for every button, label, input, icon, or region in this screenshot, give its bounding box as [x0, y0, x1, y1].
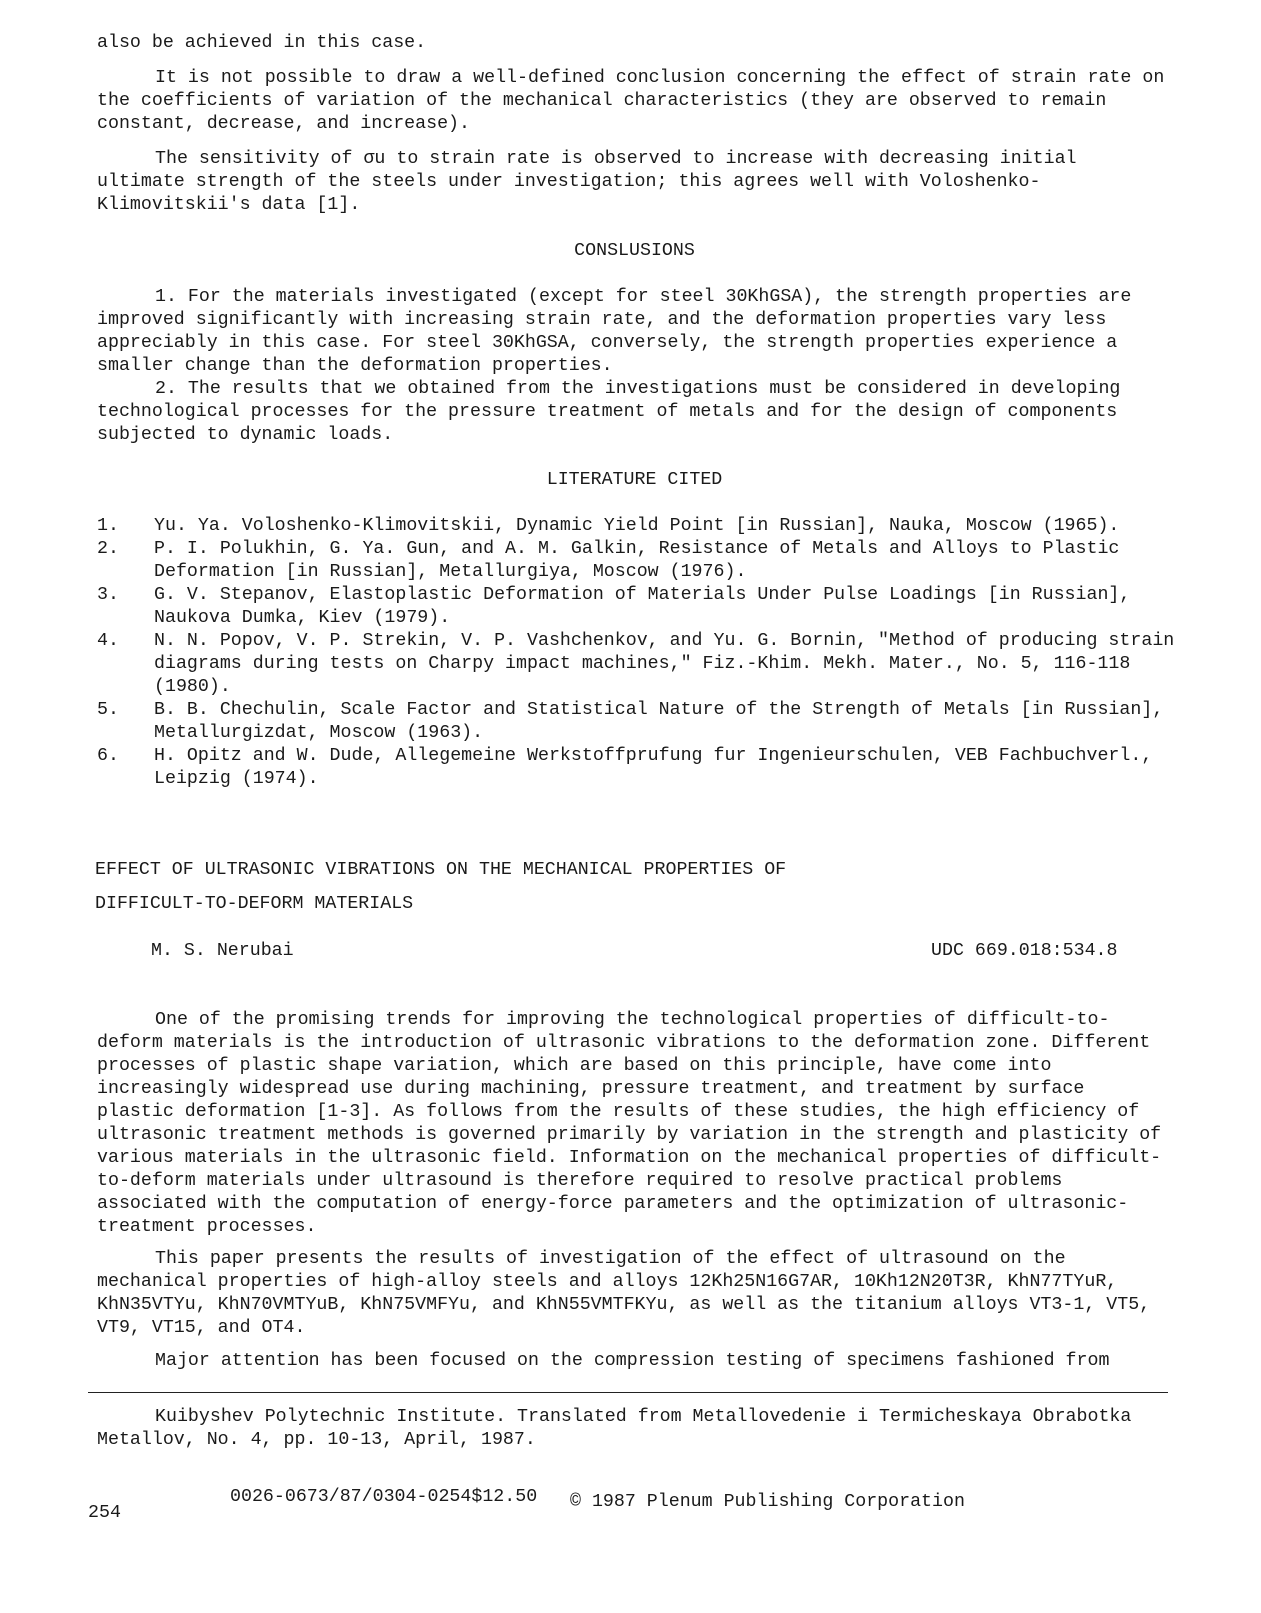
article-paragraph-2: This paper presents the results of investigation of the effect of ultrasound on the mechanical properties of high-alloy steels and alloys 12Kh25N16G7AR, 10Kh12N20T3R, KhN77TYuR, KhN35VTYu, KhN70VMTYuB, KhN75VMFYu, and KhN55VMTFKYu, as well as the titanium alloys VT3-1, VT5, VT9, VT15, and OT4.: [97, 1249, 1151, 1338]
article-title-line-1: EFFECT OF ULTRASONIC VIBRATIONS ON THE MECHANICAL PROPERTIES OF: [95, 860, 787, 880]
literature-heading: LITERATURE CITED: [546, 470, 723, 490]
reference-number: 1.: [97, 516, 119, 536]
reference-text: Yu. Ya. Voloshenko-Klimovitskii, Dynamic Yield Point [in Russian], Nauka, Moscow (1965).: [154, 516, 1120, 536]
reference-item: [97, 745, 1177, 791]
reference-item: [97, 515, 1177, 538]
conclusions-heading: CONSLUSIONS: [574, 241, 695, 261]
reference-number: 4.: [97, 631, 119, 651]
reference-item: [97, 538, 1177, 584]
paragraph-strain-rate: It is not possible to draw a well-defined conclusion concerning the effect of strain rate on the coefficients of variation of the mechanical characteristics (they are observed to remain constant, decrease, and increase).: [97, 68, 1165, 134]
reference-item: [97, 630, 1177, 699]
reference-number: 3.: [97, 585, 119, 605]
reference-text: H. Opitz and W. Dude, Allegemeine Werkstoffprufung fur Ingenieurschulen, VEB Fachbuchverl., Leipzig (1974).: [154, 746, 1153, 789]
article-title-line-2: DIFFICULT-TO-DEFORM MATERIALS: [95, 894, 414, 914]
reference-number: 5.: [97, 700, 119, 720]
reference-text: G. V. Stepanov, Elastoplastic Deformation of Materials Under Pulse Loadings [in Russian], Naukova Dumka, Kiev (1979).: [154, 585, 1131, 628]
article-paragraph-1: One of the promising trends for improving the technological properties of difficult-to-deform materials is the introduction of ultrasonic vibrations to the deformation zone. Different processes of plastic shape variation, which are based on this principle, have come into increasingly widespread use during machining, pressure treatment, and treatment by surface plastic deformation [1-3]. As follows from the results of these studies, the high efficiency of ultrasonic treatment methods is governed primarily by variation in the strength and plasticity of various materials in the ultrasonic field. Information on the mechanical properties of difficult-to-deform materials under ultrasound is therefore required to resolve practical problems associated with the computation of energy-force parameters and the optimization of ultrasonic-treatment processes.: [97, 1010, 1162, 1237]
reference-number: 2.: [97, 539, 119, 559]
reference-number: 6.: [97, 746, 119, 766]
conclusion-item-1: 1. For the materials investigated (except for steel 30KhGSA), the strength properties are improved significantly with increasing strain rate, and the deformation properties vary less appreciably in this case. For steel 30KhGSA, conversely, the strength properties experience a smaller change than the deformation properties.: [97, 287, 1132, 376]
footnote-text: Kuibyshev Polytechnic Institute. Translated from Metallovedenie i Termicheskaya Obrabotka Metallov, No. 4, pp. 10-13, April, 1987.: [97, 1407, 1132, 1450]
copyright-notice: © 1987 Plenum Publishing Corporation: [570, 1492, 965, 1512]
reference-text: B. B. Chechulin, Scale Factor and Statistical Nature of the Strength of Metals [in Russian], Metallurgizdat, Moscow (1963).: [154, 700, 1164, 743]
reference-text: P. I. Polukhin, G. Ya. Gun, and A. M. Galkin, Resistance of Metals and Alloys to Plastic Deformation [in Russian], Metallurgiya, Moscow (1976).: [154, 539, 1120, 582]
reference-text: N. N. Popov, V. P. Strekin, V. P. Vashchenkov, and Yu. G. Bornin, "Method of producing strain diagrams during tests on Charpy impact machines," Fiz.-Khim. Mekh. Mater., No. 5, 116-118 (1980).: [154, 631, 1175, 697]
article-udc: UDC 669.018:534.8: [931, 941, 1118, 961]
article-code: 0026-0673/87/0304-0254$12.50: [230, 1487, 538, 1507]
footnote-divider: [88, 1392, 1168, 1393]
reference-item: [97, 584, 1177, 630]
article-author: M. S. Nerubai: [151, 941, 294, 961]
reference-item: [97, 699, 1177, 745]
paragraph-sensitivity: The sensitivity of σu to strain rate is observed to increase with decreasing initial ultimate strength of the steels under investigation; this agrees well with Voloshenko-Klimovitskii's data [1].: [97, 149, 1077, 215]
article-paragraph-3: Major attention has been focused on the compression testing of specimens fashioned from: [155, 1351, 1110, 1371]
continuation-text: also be achieved in this case.: [97, 33, 427, 53]
page-number: 254: [88, 1503, 121, 1523]
conclusion-item-2: 2. The results that we obtained from the investigations must be considered in developing technological processes for the pressure treatment of metals and for the design of components subjected to dynamic loads.: [97, 379, 1121, 445]
